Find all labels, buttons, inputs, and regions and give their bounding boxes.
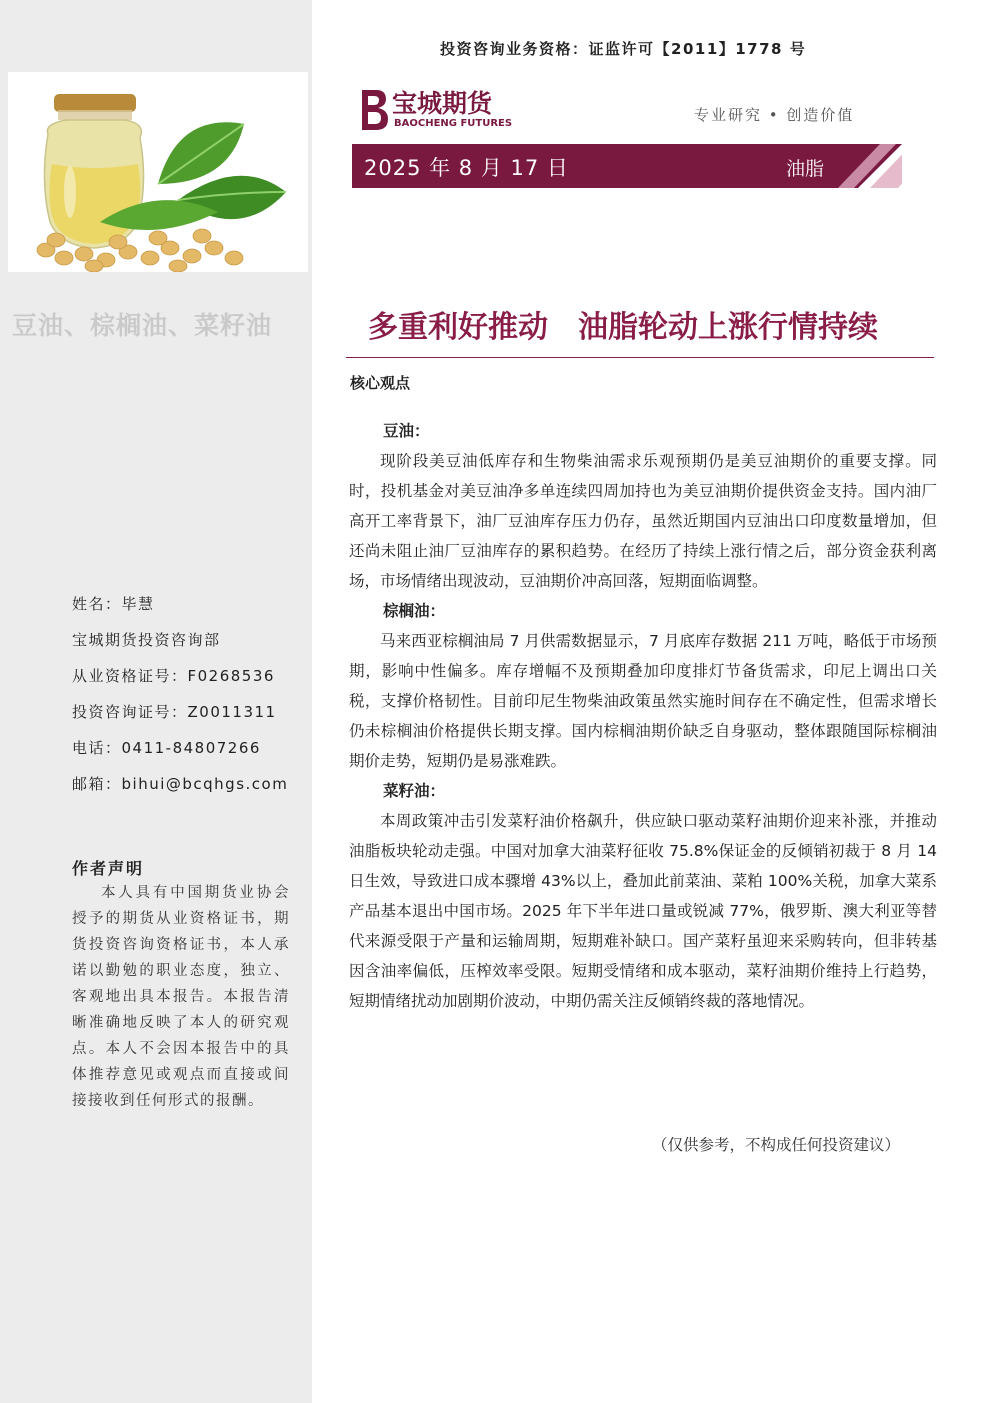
- section-text-soybean-oil: 现阶段美豆油低库存和生物柴油需求乐观预期仍是美豆油期价的重要支撑。同时，投机基金对美豆油净多单连续四周加持也为美豆油期价提供资金支持。国内油厂高开工率背景下，油厂豆油库存压力仍存，虽然近期国内豆油出口印度数量增加，但还尚未阻止油厂豆油库存的累积趋势。在经历了持续上涨行情之后，部分资金获利离场，市场情绪出现波动，豆油期价冲高回落，短期面临调整。: [349, 452, 937, 590]
- section-heading-soybean-oil: 豆油：: [383, 422, 430, 440]
- core-viewpoint-label: 核心观点: [350, 374, 411, 392]
- author-info: [72, 586, 288, 802]
- commodity-list-title: 豆油、棕榈油、菜籽油: [12, 311, 273, 340]
- disclaimer: （仅供参考，不构成任何投资建议）: [652, 1136, 901, 1154]
- report-content: [349, 416, 937, 1016]
- section-text-rapeseed-oil: 本周政策冲击引发菜籽油价格飙升，供应缺口驱动菜籽油期价迎来补涨，并推动油脂板块轮动走强。中国对加拿大油菜籽征收 75.8%保证金的反倾销初裁于 8 月 14 日生效，导致进口成本骤增 43%以上，叠加此前菜油、菜粕 100%关税，加拿大菜系产品基本退出中国市场。2025 年下半年进口量或锐减 77%，俄罗斯、澳大利亚等替代来源受限于产量和运输周期，短期难补缺口。国产菜籽虽迎来采购转向，但非转基因含油率偏低，压榨效率受限。短期受情绪和成本驱动，菜籽油期价维持上行趋势，短期情绪扰动加剧期价波动，中期仍需关注反倾销终裁的落地情况。: [349, 812, 937, 1010]
- author-email[interactable]: 邮箱：bihui@bcqhgs.com: [72, 775, 289, 793]
- company-logo: [356, 84, 526, 134]
- logo-english-name: BAOCHENG FUTURES: [394, 118, 513, 129]
- qualification-line: 投资咨询业务资格：证监许可【2011】1778 号: [440, 40, 807, 58]
- author-qualification-number: 从业资格证号：F0268536: [72, 667, 275, 685]
- section-heading-palm-oil: 棕榈油：: [383, 602, 446, 620]
- author-department: 宝城期货投资咨询部: [72, 631, 221, 649]
- declaration-title: 作者声明: [72, 859, 145, 878]
- soybean-oil-illustration: [8, 72, 308, 272]
- section-heading-rapeseed-oil: 菜籽油：: [383, 782, 446, 800]
- declaration-text: 本人具有中国期货业协会授予的期货从业资格证书，期货投资咨询资格证书，本人承诺以勤勉的职业态度，独立、客观地出具本报告。本报告清晰准确地反映了本人的研究观点。本人不会因本报告中的具体推荐意见或观点而直接或间接接收到任何形式的报酬。: [72, 885, 290, 1109]
- author-name: 姓名：毕慧: [72, 595, 155, 613]
- title-divider: [346, 357, 934, 358]
- slogan: 专业研究 • 创造价值: [694, 106, 855, 124]
- section-text-palm-oil: 马来西亚棕榈油局 7 月供需数据显示，7 月底库存数据 211 万吨，略低于市场预期，影响中性偏多。库存增幅不及预期叠加印度排灯节备货需求，印尼上调出口关税，支撑价格韧性。目前印尼生物柴油政策虽然实施时间存在不确定性，但需求增长仍未棕榈油价格提供长期支撑。国内棕榈油期价缺乏自身驱动，整体跟随国际棕榈油期价走势，短期仍是易涨难跌。: [349, 632, 937, 770]
- report-category: 油脂: [786, 158, 825, 180]
- report-title: 多重利好推动 油脂轮动上涨行情持续: [368, 310, 878, 345]
- author-consulting-number: 投资咨询证号：Z0011311: [72, 703, 277, 721]
- soybean-oil-image: [8, 72, 308, 272]
- report-date: 2025 年 8 月 17 日: [364, 156, 569, 180]
- logo-mark-icon: [356, 86, 390, 132]
- logo-chinese-name: 宝城期货: [392, 89, 493, 118]
- author-phone: 电话：0411-84807266: [72, 739, 261, 757]
